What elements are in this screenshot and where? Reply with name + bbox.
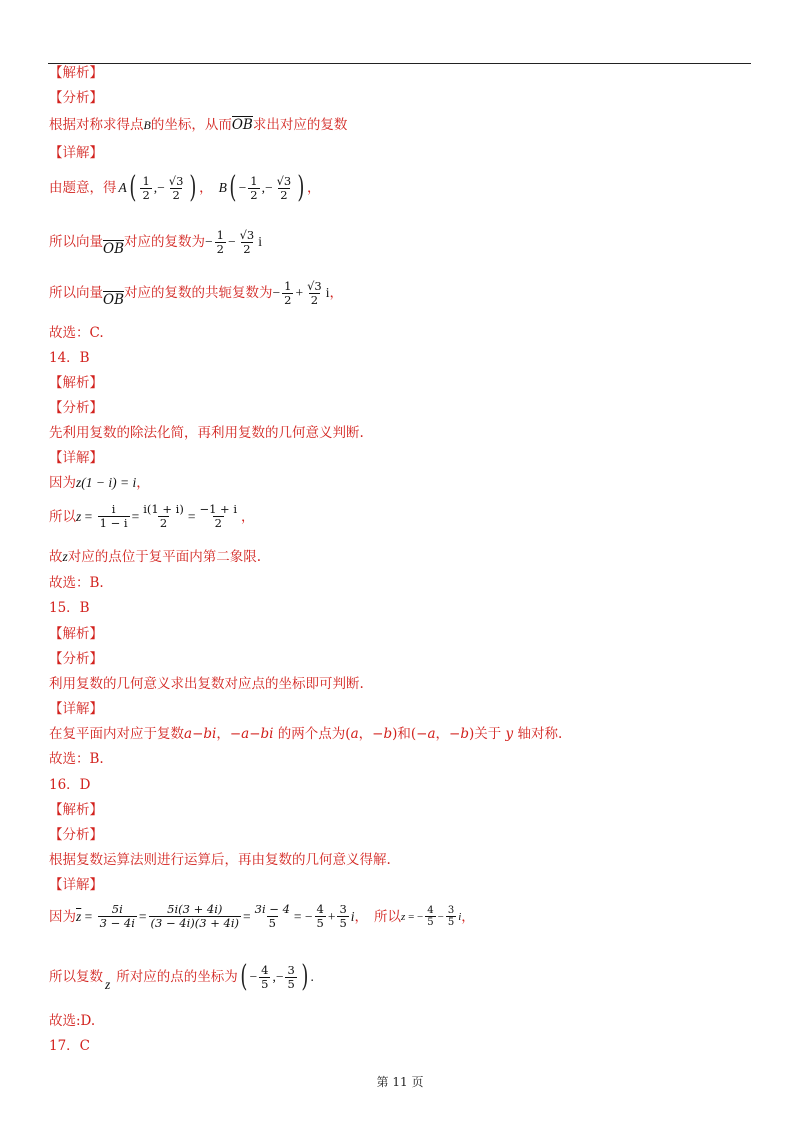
label-xiangjie: 【详解】 xyxy=(49,145,103,161)
label-jiexi: 【解析】 xyxy=(49,626,103,642)
q16-detail-line1: 因为 $\overline{z}$ = $\frac{5i}{3 - 4i}$ = $\frac{5i(3 + 4i)}{(3 - 4i)(3 + 4i)}$ = $\frac{3i - 4}{5}$ = − $\frac{4}{5}$ + $\frac{3}{5}$ i ， 所以 z = − $\frac{4}{5}$ − $\frac{3}{5}$ i ， xyxy=(49,902,475,930)
label-xiangjie: 【详解】 xyxy=(49,450,103,466)
q16-detail-line2: 所以复数 z 所对应的点的坐标为 ( − $\frac{4}{5}$ ,− $\frac{3}{5}$ ) . xyxy=(49,959,314,994)
q13-choice: 故选：C. xyxy=(49,325,104,341)
q14-analysis: 先利用复数的除法化简，再利用复数的几何意义判断. xyxy=(49,425,364,441)
label-xiangjie: 【详解】 xyxy=(49,701,103,717)
q16-number: 16．D xyxy=(49,777,91,793)
label-fenxi: 【分析】 xyxy=(49,90,103,106)
q13-analysis: 根据对称求得点B的坐标，从而OB求出对应的复数 xyxy=(49,117,348,133)
q14-number: 14．B xyxy=(49,350,90,366)
q15-analysis: 利用复数的几何意义求出复数对应点的坐标即可判断. xyxy=(49,676,364,692)
label-fenxi: 【分析】 xyxy=(49,651,103,667)
label-jiexi: 【解析】 xyxy=(49,802,103,818)
q14-conclusion: 故z对应的点位于复平面内第二象限. xyxy=(49,549,262,565)
q15-detail: 在复平面内对应于复数a−bi，−a−bi 的两个点为(a，−b)和(−a，−b)关于 y 轴对称. xyxy=(49,726,563,742)
q15-number: 15．B xyxy=(49,600,90,616)
q17-number: 17．C xyxy=(49,1038,91,1054)
label-jiexi: 【解析】 xyxy=(49,65,103,81)
q13-detail-line2: 所以向量 OB 对应的复数为 − $\frac{1}{2}$ − $\frac{√3}{2}$ i xyxy=(49,227,262,257)
q13-detail-line3: 所以向量 OB 对应的复数的共轭复数为 − $\frac{1}{2}$ + $\frac{√3}{2}$ i ， xyxy=(49,278,343,308)
q16-choice: 故选:D. xyxy=(49,1013,96,1029)
page-number: 第 11 页 xyxy=(376,1075,424,1089)
q14-detail-line2: 所以 z = $\frac{i}{1 - i}$ = $\frac{i(1 + i)}{2}$ = $\frac{-1 + i}{2}$ ， xyxy=(49,502,255,530)
label-jiexi: 【解析】 xyxy=(49,375,103,391)
q15-choice: 故选：B. xyxy=(49,751,104,767)
q13-detail-line1: 由题意，得 A ( $\frac{1}{2}$ ,− $\frac{√3}{2}$ ) ， B ( − $\frac{1}{2}$ ,− $\frac{√3}{2}$ ) ， xyxy=(49,170,321,205)
q16-analysis: 根据复数运算法则进行运算后，再由复数的几何意义得解. xyxy=(49,852,391,868)
header-rule xyxy=(48,63,751,64)
q14-choice: 故选：B. xyxy=(49,575,104,591)
label-fenxi: 【分析】 xyxy=(49,400,103,416)
label-fenxi: 【分析】 xyxy=(49,827,103,843)
label-xiangjie: 【详解】 xyxy=(49,877,103,893)
q14-detail-line1: 因为z(1 − i) = i， xyxy=(49,475,150,491)
